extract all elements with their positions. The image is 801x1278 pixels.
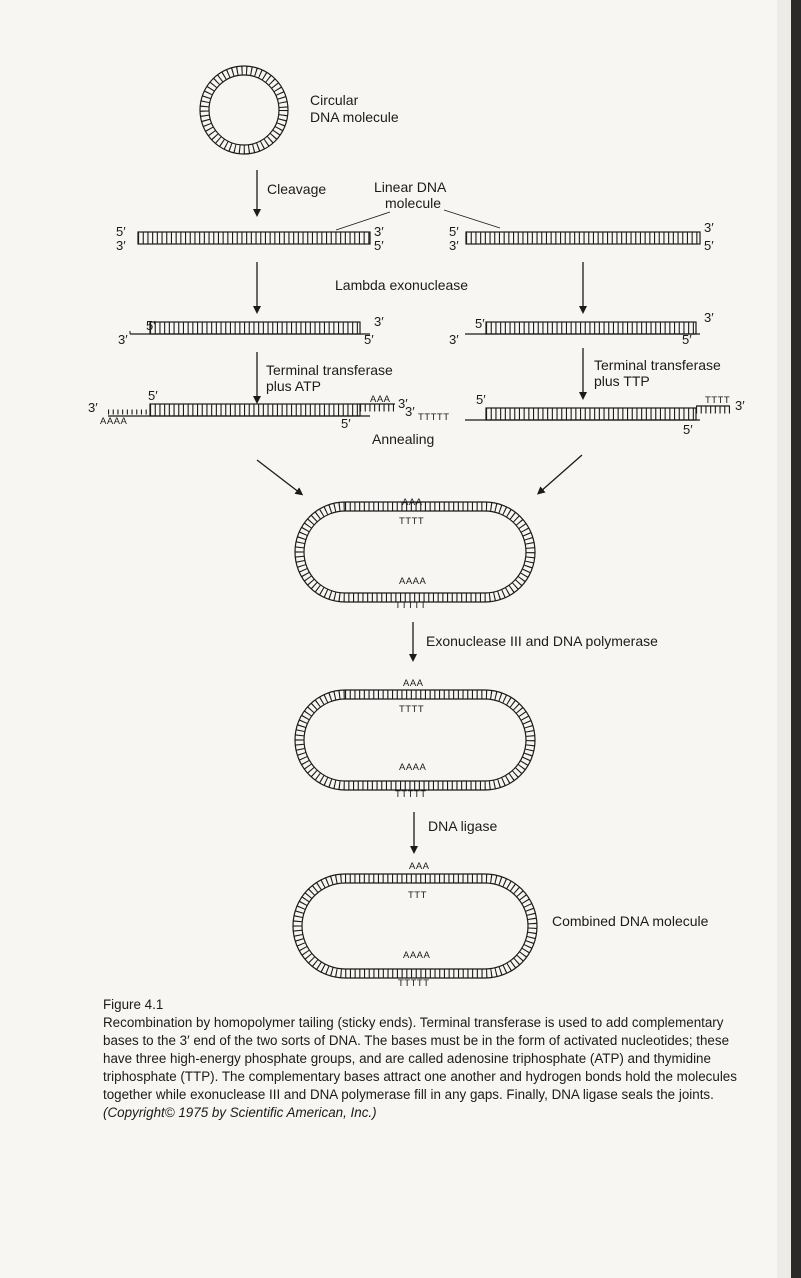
label-tt: Terminal transferase xyxy=(266,362,393,378)
circular-dna-molecule xyxy=(200,66,288,154)
end-3p: 3′ xyxy=(449,332,459,347)
tail-aaa: AAA xyxy=(370,394,391,405)
base-aaa: AAA xyxy=(403,678,424,689)
end-3p: 3′ xyxy=(735,398,745,413)
end-3p: 3′ xyxy=(704,220,714,235)
base-ttttt: TTTTT xyxy=(395,600,427,611)
end-3p: 3′ xyxy=(374,314,384,329)
label-linear-dna: Linear DNA xyxy=(374,179,447,195)
base-ttt: TTT xyxy=(408,890,427,901)
figure-caption xyxy=(103,996,755,1122)
arrow-annealing-left xyxy=(257,460,300,493)
end-5p: 5′ xyxy=(704,238,714,253)
base-aaa: AAA xyxy=(409,861,430,872)
end-5p: 5′ xyxy=(341,416,351,431)
end-3p: 3′ xyxy=(374,224,384,239)
end-5p: 5′ xyxy=(476,392,486,407)
end-3p: 3′ xyxy=(118,332,128,347)
label-dna-molecule: DNA molecule xyxy=(310,109,399,125)
label-combined: Combined DNA molecule xyxy=(552,913,709,929)
label-tt: Terminal transferase xyxy=(594,357,721,373)
caption-citation: (Copyright© 1975 by Scientific American, Inc.) xyxy=(103,1105,377,1120)
label-plus-atp: plus ATP xyxy=(266,378,321,394)
label-exonuclease: Exonuclease III and DNA polymerase xyxy=(426,633,658,649)
label-plus-ttp: plus TTP xyxy=(594,373,650,389)
label-lambda-exonuclease: Lambda exonuclease xyxy=(335,277,469,293)
end-5p: 5′ xyxy=(374,238,384,253)
tail-ttttt: TTTTT xyxy=(418,412,450,423)
end-5p: 5′ xyxy=(116,224,126,239)
base-aaaa: AAAA xyxy=(399,762,427,773)
base-aaa: AAA xyxy=(402,497,423,508)
end-5p: 5′ xyxy=(683,422,693,437)
base-aaaa: AAAA xyxy=(403,950,431,961)
end-5p: 5′ xyxy=(364,332,374,347)
label-molecule: molecule xyxy=(385,195,442,211)
figure-number: Figure 4.1 xyxy=(103,997,164,1012)
t-tailed-dna xyxy=(465,406,730,420)
base-tttt: TTTT xyxy=(399,704,425,715)
label-cleavage: Cleavage xyxy=(267,181,327,197)
label-dna-ligase: DNA ligase xyxy=(428,818,498,834)
arrow-annealing-right xyxy=(540,455,582,492)
end-5p: 5′ xyxy=(449,224,459,239)
base-tttt: TTTT xyxy=(399,516,425,527)
tail-aaaa: AAAA xyxy=(100,416,128,427)
tail-tttt: TTTT xyxy=(705,395,731,406)
base-ttttt: TTTTT xyxy=(398,978,430,989)
caption-body: Recombination by homopolymer tailing (sticky ends). Terminal transferase is used to add complementary bases to the 3′ end of the two sorts of DNA. The bases must be in the form of activated nucleotides; these have three high-energy phosphate groups, and are called adenosine triphosphate (ATP) and thymidine triphosphate (TTP). The complementary bases attract one another and hydrogen bonds hold the molecules together while exonuclease III and DNA polymerase fill in any gaps. Finally, DNA ligase seals the joints. xyxy=(103,1015,737,1102)
linear-dna-left xyxy=(138,232,370,244)
end-3p: 3′ xyxy=(704,310,714,325)
trimmed-dna-right xyxy=(465,322,700,334)
label-annealing: Annealing xyxy=(372,431,435,447)
end-5p: 5′ xyxy=(682,332,692,347)
base-ttttt: TTTTT xyxy=(395,789,427,800)
end-3p: 3′ xyxy=(88,400,98,415)
a-tailed-dna xyxy=(108,404,395,416)
linear-dna-right xyxy=(466,232,700,244)
end-5p: 5′ xyxy=(148,388,158,403)
end-3p: 3′ xyxy=(449,238,459,253)
end-3p: 3′ xyxy=(405,404,415,419)
end-5p: 5′ xyxy=(146,318,156,333)
label-circular: Circular xyxy=(310,92,359,108)
trimmed-dna-left xyxy=(130,322,370,334)
end-5p: 5′ xyxy=(475,316,485,331)
end-3p: 3′ xyxy=(116,238,126,253)
base-aaaa: AAAA xyxy=(399,576,427,587)
caption-text xyxy=(103,1014,755,1122)
end-3p: 3′ xyxy=(398,396,408,411)
